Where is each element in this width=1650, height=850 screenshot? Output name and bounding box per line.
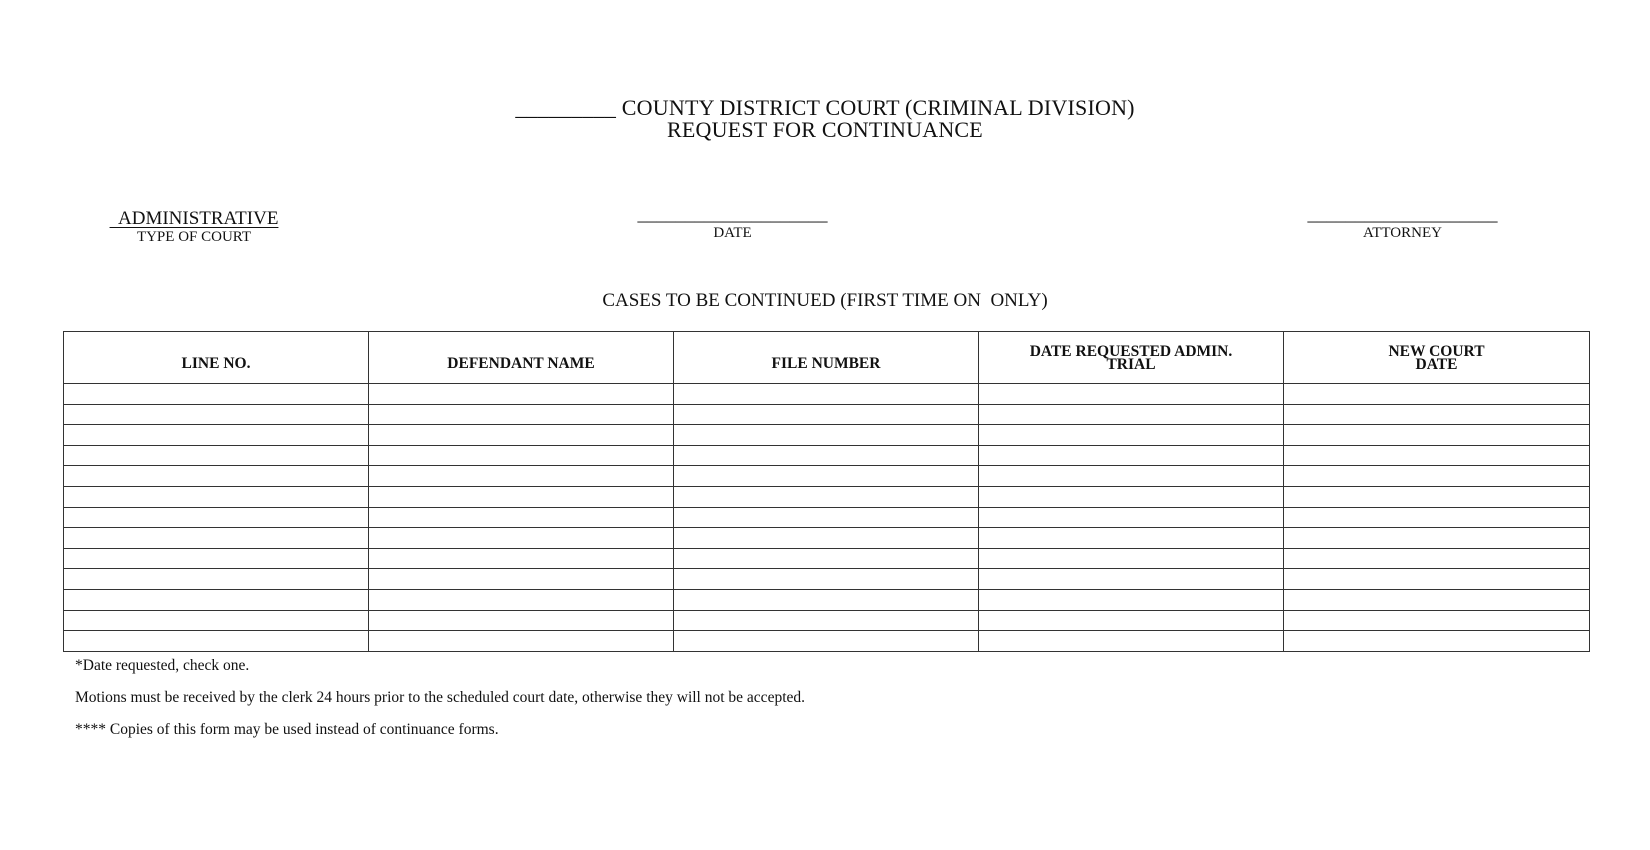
new-court-date-cell[interactable] <box>1284 589 1590 610</box>
column-header-line-no-text: LINE NO. <box>181 355 251 372</box>
new-court-date-cell[interactable] <box>1284 569 1590 590</box>
date-field <box>600 205 865 241</box>
date-label: DATE <box>713 225 752 241</box>
file-number-cell[interactable] <box>674 425 979 446</box>
table-row <box>64 425 1590 446</box>
note-date-requested: *Date requested, check one. <box>75 657 250 674</box>
file-number-cell[interactable] <box>674 610 979 631</box>
date-requested-cell[interactable] <box>979 384 1284 405</box>
new-court-date-cell[interactable] <box>1284 548 1590 569</box>
column-header-date-requested <box>979 332 1284 384</box>
type-of-court-label: TYPE OF COURT <box>136 229 252 245</box>
attorney-label: ATTORNEY <box>1363 225 1442 241</box>
table-row <box>64 569 1590 590</box>
attorney-blank-line: ____________________ <box>1307 204 1498 225</box>
type-of-court-value: ADMINISTRATIVE <box>109 208 279 229</box>
table-row <box>64 507 1590 528</box>
date-requested-cell[interactable] <box>979 425 1284 446</box>
file-number-cell[interactable] <box>674 445 979 466</box>
defendant-name-cell[interactable] <box>369 404 674 425</box>
file-number-cell[interactable] <box>674 466 979 487</box>
column-header-new-court-date <box>1284 332 1590 384</box>
file-number-cell[interactable] <box>674 404 979 425</box>
table-row <box>64 589 1590 610</box>
line-no-cell[interactable] <box>64 445 369 466</box>
date-requested-cell[interactable] <box>979 610 1284 631</box>
line-no-cell[interactable] <box>64 548 369 569</box>
column-header-defendant-name-text: DEFENDANT NAME <box>447 355 595 372</box>
column-header-new-court-date-line1: NEW COURT <box>1388 342 1485 360</box>
line-no-cell[interactable] <box>64 466 369 487</box>
defendant-name-cell[interactable] <box>369 631 674 652</box>
file-number-cell[interactable] <box>674 589 979 610</box>
date-requested-cell[interactable] <box>979 548 1284 569</box>
date-requested-cell[interactable] <box>979 445 1284 466</box>
form-header <box>0 97 1650 141</box>
new-court-date-cell[interactable] <box>1284 486 1590 507</box>
table-row <box>64 466 1590 487</box>
table-row <box>64 404 1590 425</box>
file-number-cell[interactable] <box>674 528 979 549</box>
new-court-date-cell[interactable] <box>1284 610 1590 631</box>
new-court-date-cell[interactable] <box>1284 631 1590 652</box>
table-row <box>64 445 1590 466</box>
new-court-date-cell[interactable] <box>1284 384 1590 405</box>
defendant-name-cell[interactable] <box>369 445 674 466</box>
new-court-date-cell[interactable] <box>1284 404 1590 425</box>
cases-heading: CASES TO BE CONTINUED (FIRST TIME ON ONLY) <box>602 290 1048 311</box>
table-row <box>64 631 1590 652</box>
table-row <box>64 528 1590 549</box>
file-number-cell[interactable] <box>674 631 979 652</box>
new-court-date-cell[interactable] <box>1284 507 1590 528</box>
date-blank-line: ____________________ <box>637 204 828 225</box>
table-row <box>64 486 1590 507</box>
line-no-cell[interactable] <box>64 589 369 610</box>
new-court-date-cell[interactable] <box>1284 528 1590 549</box>
note-motions-deadline: Motions must be received by the clerk 24 hours prior to the scheduled court date, otherwise they will not be accepted. <box>75 689 806 706</box>
column-header-date-requested-line1: DATE REQUESTED ADMIN. <box>1029 342 1233 360</box>
court-name-line: _________ COUNTY DISTRICT COURT (CRIMINAL DIVISION) <box>515 95 1135 120</box>
column-header-date-requested-line2: TRIAL <box>1106 355 1156 373</box>
date-requested-cell[interactable] <box>979 589 1284 610</box>
defendant-name-cell[interactable] <box>369 610 674 631</box>
line-no-cell[interactable] <box>64 507 369 528</box>
line-no-cell[interactable] <box>64 384 369 405</box>
table-row <box>64 610 1590 631</box>
column-header-defendant-name <box>369 332 674 384</box>
note-copies-allowed: **** Copies of this form may be used instead of continuance forms. <box>75 721 499 738</box>
defendant-name-cell[interactable] <box>369 507 674 528</box>
date-requested-cell[interactable] <box>979 528 1284 549</box>
attorney-field <box>1270 205 1535 241</box>
type-of-court-field <box>64 209 324 245</box>
table-row <box>64 548 1590 569</box>
file-number-cell[interactable] <box>674 384 979 405</box>
line-no-cell[interactable] <box>64 610 369 631</box>
line-no-cell[interactable] <box>64 404 369 425</box>
defendant-name-cell[interactable] <box>369 466 674 487</box>
cases-header-row <box>64 332 1590 384</box>
defendant-name-cell[interactable] <box>369 384 674 405</box>
table-row <box>64 384 1590 405</box>
line-no-cell[interactable] <box>64 631 369 652</box>
date-requested-cell[interactable] <box>979 569 1284 590</box>
line-no-cell[interactable] <box>64 528 369 549</box>
defendant-name-cell[interactable] <box>369 528 674 549</box>
file-number-cell[interactable] <box>674 569 979 590</box>
cases-table <box>63 331 1590 652</box>
date-requested-cell[interactable] <box>979 404 1284 425</box>
date-requested-cell[interactable] <box>979 507 1284 528</box>
form-title: REQUEST FOR CONTINUANCE <box>667 117 983 142</box>
new-court-date-cell[interactable] <box>1284 466 1590 487</box>
line-no-cell[interactable] <box>64 425 369 446</box>
new-court-date-cell[interactable] <box>1284 425 1590 446</box>
defendant-name-cell[interactable] <box>369 425 674 446</box>
defendant-name-cell[interactable] <box>369 589 674 610</box>
file-number-cell[interactable] <box>674 548 979 569</box>
defendant-name-cell[interactable] <box>369 486 674 507</box>
column-header-line-no <box>64 332 369 384</box>
date-requested-cell[interactable] <box>979 631 1284 652</box>
file-number-cell[interactable] <box>674 507 979 528</box>
line-no-cell[interactable] <box>64 486 369 507</box>
date-requested-cell[interactable] <box>979 466 1284 487</box>
column-header-new-court-date-line2: DATE <box>1415 355 1458 373</box>
defendant-name-cell[interactable] <box>369 548 674 569</box>
cases-table-body <box>64 384 1590 652</box>
line-no-cell[interactable] <box>64 569 369 590</box>
file-number-cell[interactable] <box>674 486 979 507</box>
defendant-name-cell[interactable] <box>369 569 674 590</box>
date-requested-cell[interactable] <box>979 486 1284 507</box>
column-header-file-number <box>674 332 979 384</box>
column-header-file-number-text: FILE NUMBER <box>771 355 881 372</box>
new-court-date-cell[interactable] <box>1284 445 1590 466</box>
